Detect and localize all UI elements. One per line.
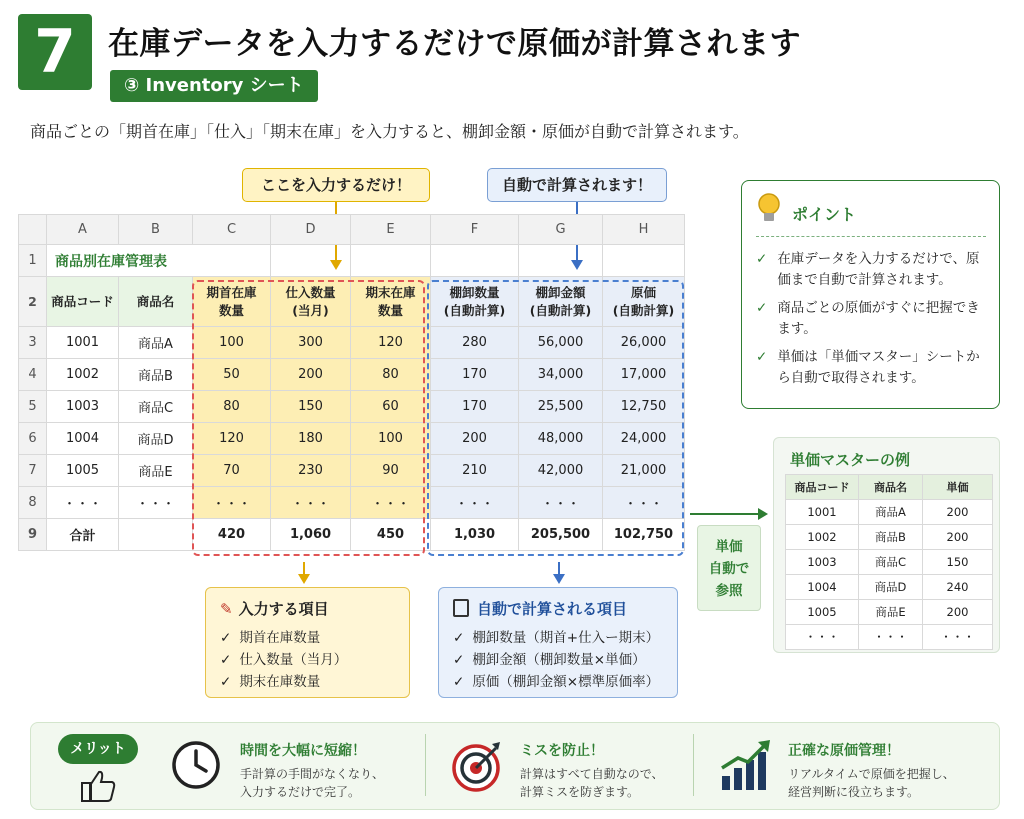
row-number: 6 — [19, 423, 47, 455]
reference-box: 単価 自動で 参照 — [697, 525, 761, 611]
input-cell[interactable]: 50 — [193, 359, 271, 391]
cell — [119, 519, 193, 551]
list-item: ✓ 棚卸数量（期首+仕入ー期末） — [453, 630, 660, 646]
column-header-g: G — [519, 215, 603, 245]
input-cell[interactable]: 100 — [193, 327, 271, 359]
input-cell[interactable]: 80 — [193, 391, 271, 423]
table-row: 1002 商品B 200 — [786, 525, 993, 550]
total-cell: 1,060 — [271, 519, 351, 551]
master-title: 単価マスターの例 — [790, 451, 911, 469]
section-number-badge: 7 — [18, 14, 92, 90]
table-row: 1005 商品E 200 — [786, 600, 993, 625]
input-area-outline — [192, 280, 425, 556]
input-cell[interactable]: 120 — [351, 327, 431, 359]
auto-cell[interactable]: 21,000 — [603, 455, 685, 487]
merit-3-text: リアルタイムで原価を把握し、 経営判断に役立ちます。 — [788, 767, 955, 799]
list-item: ✓ 商品ごとの原価がすぐに把握できます。 — [756, 298, 992, 340]
auto-cell[interactable]: 24,000 — [603, 423, 685, 455]
table-row: ・・・ ・・・ ・・・ — [786, 625, 993, 650]
cell[interactable]: 1002 — [47, 359, 119, 391]
list-item: ✓ 期首在庫数量 — [220, 630, 321, 646]
unit-price-master-table — [785, 474, 993, 650]
header-purchases: 仕入数量 (当月) — [271, 277, 351, 327]
point-list — [756, 249, 992, 396]
input-cell[interactable]: 90 — [351, 455, 431, 487]
corner-cell — [19, 215, 47, 245]
row-number: 3 — [19, 327, 47, 359]
row-number: 2 — [19, 277, 47, 327]
column-header-f: F — [431, 215, 519, 245]
row-number: 5 — [19, 391, 47, 423]
input-cell[interactable]: 180 — [271, 423, 351, 455]
input-cell[interactable]: 60 — [351, 391, 431, 423]
cell[interactable]: 商品B — [119, 359, 193, 391]
lightbulb-icon — [756, 192, 782, 226]
column-header-c: C — [193, 215, 271, 245]
auto-cell[interactable]: 170 — [431, 391, 519, 423]
pencil-icon: ✎ — [220, 600, 233, 618]
check-icon: ✓ — [756, 300, 768, 316]
list-item: ✓ 仕入数量（当月） — [220, 652, 348, 668]
auto-cell[interactable]: 210 — [431, 455, 519, 487]
cell[interactable]: ・・・ — [119, 487, 193, 519]
header-product-name: 商品名 — [119, 277, 193, 327]
row-number: 1 — [19, 245, 47, 277]
growth-chart-icon — [718, 738, 774, 794]
header-closing-stock: 期末在庫 数量 — [351, 277, 431, 327]
header-product-code: 商品コード — [47, 277, 119, 327]
check-icon: ✓ — [453, 630, 465, 646]
auto-cell[interactable]: 42,000 — [519, 455, 603, 487]
input-cell[interactable]: ・・・ — [193, 487, 271, 519]
total-cell: 205,500 — [519, 519, 603, 551]
divider — [425, 734, 426, 796]
cell[interactable]: 商品C — [119, 391, 193, 423]
master-header: 商品名 — [859, 475, 923, 500]
input-card-title: 入力する項目 — [238, 600, 329, 618]
divider — [693, 734, 694, 796]
thumbs-up-icon — [80, 768, 118, 804]
calculator-icon — [453, 599, 469, 617]
clock-icon — [170, 739, 222, 791]
auto-cell[interactable]: 17,000 — [603, 359, 685, 391]
input-cell[interactable]: 200 — [271, 359, 351, 391]
check-icon: ✓ — [220, 674, 232, 690]
divider — [756, 236, 986, 237]
merit-2-text: 計算はすべて自動なので、 計算ミスを防ぎます。 — [520, 767, 664, 799]
cell[interactable]: 1003 — [47, 391, 119, 423]
cell[interactable]: ・・・ — [47, 487, 119, 519]
check-icon: ✓ — [453, 652, 465, 668]
total-cell: 102,750 — [603, 519, 685, 551]
table-row: 1003 商品C 150 — [786, 550, 993, 575]
total-cell: 450 — [351, 519, 431, 551]
table-row: 1001 商品A 200 — [786, 500, 993, 525]
master-header: 単価 — [923, 475, 993, 500]
column-header-e: E — [351, 215, 431, 245]
auto-area-outline — [427, 280, 684, 556]
input-cell[interactable]: 100 — [351, 423, 431, 455]
auto-cell[interactable]: ・・・ — [603, 487, 685, 519]
input-cell[interactable]: 230 — [271, 455, 351, 487]
list-item: ✓ 原価（棚卸金額×標準原価率） — [453, 674, 660, 690]
cell[interactable]: 1005 — [47, 455, 119, 487]
auto-cell[interactable]: 26,000 — [603, 327, 685, 359]
column-header-d: D — [271, 215, 351, 245]
auto-cell[interactable]: ・・・ — [431, 487, 519, 519]
point-title: ポイント — [792, 205, 857, 224]
header-inventory-qty: 棚卸数量 (自動計算) — [431, 277, 519, 327]
input-callout: ここを入力するだけ！ — [242, 168, 430, 202]
cell[interactable]: 1004 — [47, 423, 119, 455]
auto-cell[interactable]: ・・・ — [519, 487, 603, 519]
column-header-a: A — [47, 215, 119, 245]
page-title: 在庫データを入力するだけで原価が計算されます — [108, 26, 801, 62]
cell[interactable]: 商品E — [119, 455, 193, 487]
auto-cell[interactable]: 200 — [431, 423, 519, 455]
auto-cell[interactable]: 25,500 — [519, 391, 603, 423]
sheet-name-badge: ③ Inventory シート — [110, 70, 318, 102]
auto-card-title: 自動で計算される項目 — [477, 600, 628, 618]
input-cell[interactable]: 300 — [271, 327, 351, 359]
list-item: ✓ 期末在庫数量 — [220, 674, 321, 690]
header-inventory-amount: 棚卸金額 (自動計算) — [519, 277, 603, 327]
cell[interactable]: 1001 — [47, 327, 119, 359]
cell[interactable]: 商品D — [119, 423, 193, 455]
input-items-card — [205, 587, 410, 698]
list-item: ✓ 単価は「単価マスター」シートから自動で取得されます。 — [756, 347, 992, 389]
auto-cell[interactable]: 48,000 — [519, 423, 603, 455]
list-item: ✓ 在庫データを入力するだけで、原価まで自動で計算されます。 — [756, 249, 992, 291]
column-header-h: H — [603, 215, 685, 245]
merit-badge: メリット — [58, 734, 138, 764]
master-header: 商品コード — [786, 475, 859, 500]
auto-cell[interactable]: 280 — [431, 327, 519, 359]
lead-text: 商品ごとの「期首在庫」「仕入」「期末在庫」を入力すると、棚卸金額・原価が自動で計算されます。 — [30, 122, 749, 141]
row-number: 8 — [19, 487, 47, 519]
merit-3-title: 正確な原価管理！ — [788, 743, 900, 759]
merit-2-title: ミスを防止！ — [520, 743, 604, 759]
check-icon: ✓ — [453, 674, 465, 690]
row-number: 9 — [19, 519, 47, 551]
auto-cell[interactable]: 12,750 — [603, 391, 685, 423]
total-label: 合計 — [47, 519, 119, 551]
check-icon: ✓ — [220, 630, 232, 646]
input-cell[interactable]: 70 — [193, 455, 271, 487]
cell[interactable]: 商品A — [119, 327, 193, 359]
check-icon: ✓ — [756, 251, 768, 267]
total-cell: 420 — [193, 519, 271, 551]
auto-cell[interactable]: 56,000 — [519, 327, 603, 359]
table-row: 1004 商品D 240 — [786, 575, 993, 600]
total-cell: 1,030 — [431, 519, 519, 551]
list-item: ✓ 棚卸金額（棚卸数量×単価） — [453, 652, 646, 668]
row-number: 4 — [19, 359, 47, 391]
column-header-b: B — [119, 215, 193, 245]
auto-items-card — [438, 587, 678, 698]
merit-1-text: 手計算の手間がなくなり、 入力するだけで完了。 — [240, 767, 385, 799]
input-cell[interactable]: 120 — [193, 423, 271, 455]
auto-cell[interactable]: 34,000 — [519, 359, 603, 391]
header-cost: 原価 (自動計算) — [603, 277, 685, 327]
check-icon: ✓ — [756, 349, 768, 365]
target-icon — [450, 738, 506, 792]
auto-callout: 自動で計算されます！ — [487, 168, 667, 202]
header-opening-stock: 期首在庫 数量 — [193, 277, 271, 327]
input-cell[interactable]: ・・・ — [351, 487, 431, 519]
check-icon: ✓ — [220, 652, 232, 668]
row-number: 7 — [19, 455, 47, 487]
merit-1-title: 時間を大幅に短縮！ — [240, 743, 366, 759]
auto-cell[interactable]: 170 — [431, 359, 519, 391]
input-cell[interactable]: ・・・ — [271, 487, 351, 519]
input-cell[interactable]: 150 — [271, 391, 351, 423]
input-cell[interactable]: 80 — [351, 359, 431, 391]
sheet-title: 商品別在庫管理表 — [47, 245, 271, 277]
